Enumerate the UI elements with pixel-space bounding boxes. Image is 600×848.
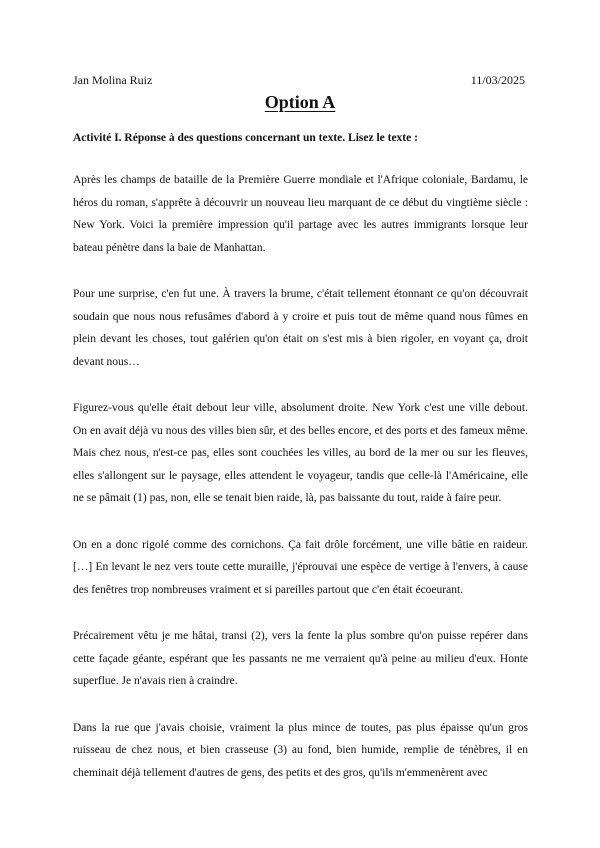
- paragraph-1: Après les champs de bataille de la Première Guerre mondiale et l'Afrique coloniale, Bardamu, le héros du roman, s'apprête à découvrir un nouveau lieu marquant de ce début du vingtième siècle : New York. Voici la première impression qu'il partage avec les autres immigrants lorsque leur bateau pénètre dans la baie de Manhattan.: [73, 174, 528, 254]
- page-title: Option A: [264, 92, 336, 112]
- text-body: [73, 169, 528, 808]
- paragraph-4: On en a donc rigolé comme des cornichons. Ça fait drôle forcément, une ville bâtie en raideur. […] En levant le nez vers toute cette muraille, j'éprouvai une espèce de vertige à l'envers, à cause des fenêtres trop nombreuses vraiment et si pareilles partout que c'en était écoeurant.: [73, 538, 528, 596]
- paragraph-6: Dans la rue que j'avais choisie, vraiment la plus mince de toutes, pas plus épaisse qu'un gros ruisseau de chez nous, et bien crasseuse (3) au fond, bien humide, remplie de ténèbres, il en cheminait déjà tellement d'autres de gens, des petits et des gros, qu'ils m'emmenèrent avec: [73, 721, 528, 779]
- document-date: 11/03/2025: [470, 73, 525, 87]
- document-header: [73, 72, 525, 88]
- paragraph-2: Pour une surprise, c'en fut une. À travers la brume, c'était tellement étonnant ce qu'on découvrait soudain que nous nous refusâmes d'abord à y croire et puis tout de même quand nous fûmes en plein devant les choses, tout galérien qu'on était on s'est mis à bien rigoler, en voyant ça, droit devant nous…: [73, 288, 528, 368]
- author-name: Jan Molina Ruiz: [73, 73, 153, 87]
- activity-heading: Activité I. Réponse à des questions concernant un texte. Lisez le texte :: [73, 132, 418, 144]
- paragraph-3: Figurez-vous qu'elle était debout leur ville, absolument droite. New York c'est une ville debout. On en avait déjà vu nous des villes bien sûr, et des belles encore, et des ports et des fameux même. Mais chez nous, n'est-ce pas, elles sont couchées les villes, au bord de la mer ou sur les fleuves, elles s'allongent sur le paysage, elles attendent le voyageur, tandis que celle-là l'Américaine, elle ne se pâmait (1) pas, non, elle se tenait bien raide, là, pas baissante du tout, raide à faire peur.: [73, 402, 528, 504]
- paragraph-5: Précairement vêtu je me hâtai, transi (2), vers la fente la plus sombre qu'on puisse repérer dans cette façade géante, espérant que les passants ne me verraient qu'à peine au milieu d'eux. Honte superflue. Je n'avais rien à craindre.: [73, 630, 528, 687]
